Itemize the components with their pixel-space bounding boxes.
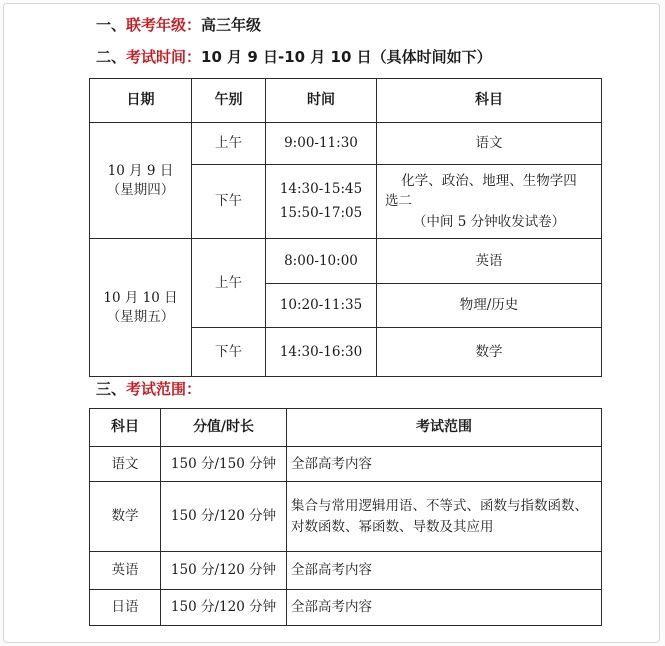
section-number: 一、 [96,16,127,34]
subject-note: （中间 5 分钟收发试卷） [412,213,566,230]
time-cell: 8:00-10:00 [266,239,377,284]
section-value: 高三年级 [201,16,262,34]
column-header: 科目 [90,409,161,447]
weekday-text: （星期四） [106,181,175,198]
period-cell: 上午 [192,239,266,328]
range-cell: 集合与常用逻辑用语、不等式、函数与指数函数、对数函数、幂函数、导数及其应用 [287,482,602,552]
section-exam-scope [96,378,201,399]
table-row [90,239,602,284]
table-row [90,552,602,590]
section-grade [96,14,261,35]
table-row [90,123,602,165]
period-cell: 下午 [192,328,266,377]
section-value: 10 月 9 日-10 月 10 日（具体时间如下） [201,48,492,66]
section-exam-time [96,46,492,67]
column-header: 日期 [90,79,192,123]
subject-cell: 语文 [90,447,161,482]
table-header-row [90,79,602,123]
score-cell: 150 分/120 分钟 [161,590,287,626]
subject-cell [377,165,602,239]
subject-cell: 英语 [90,552,161,590]
score-cell: 150 分/120 分钟 [161,482,287,552]
period-cell: 下午 [192,165,266,239]
period-cell: 上午 [192,123,266,165]
score-cell: 150 分/150 分钟 [161,447,287,482]
column-header: 时间 [266,79,377,123]
section-label: 联考年级： [126,16,202,34]
column-header: 科目 [377,79,602,123]
section-number: 二、 [96,48,127,66]
section-label: 考试范围： [126,380,202,398]
score-cell: 150 分/120 分钟 [161,552,287,590]
range-cell: 全部高考内容 [287,590,602,626]
subject-cell: 数学 [377,328,602,377]
column-header: 分值/时长 [161,409,287,447]
table-row [90,590,602,626]
schedule-table [89,78,602,377]
subject-text: 选二 [385,193,412,210]
time-cell: 14:30-16:30 [266,328,377,377]
subject-text: 化学、政治、地理、生物学四 [401,173,577,190]
date-cell [90,239,192,377]
scope-table [89,408,602,626]
time-text: 14:30-15:45 [279,180,363,197]
subject-cell: 物理/历史 [377,284,602,328]
column-header: 考试范围 [287,409,602,447]
date-cell [90,123,192,239]
subject-cell: 语文 [377,123,602,165]
table-row [90,482,602,552]
time-cell: 10:20-11:35 [266,284,377,328]
section-number: 三、 [96,380,127,398]
subject-cell: 数学 [90,482,161,552]
subject-cell: 英语 [377,239,602,284]
time-cell: 9:00-11:30 [266,123,377,165]
range-cell: 全部高考内容 [287,552,602,590]
section-label: 考试时间： [126,48,202,66]
table-header-row [90,409,602,447]
subject-cell: 日语 [90,590,161,626]
date-text: 10 月 9 日 [107,163,174,180]
weekday-text: （星期五） [106,308,175,325]
time-cell [266,165,377,239]
date-text: 10 月 10 日 [103,290,178,307]
time-text: 15:50-17:05 [279,204,363,221]
column-header: 午别 [192,79,266,123]
table-row [90,447,602,482]
range-cell: 全部高考内容 [287,447,602,482]
